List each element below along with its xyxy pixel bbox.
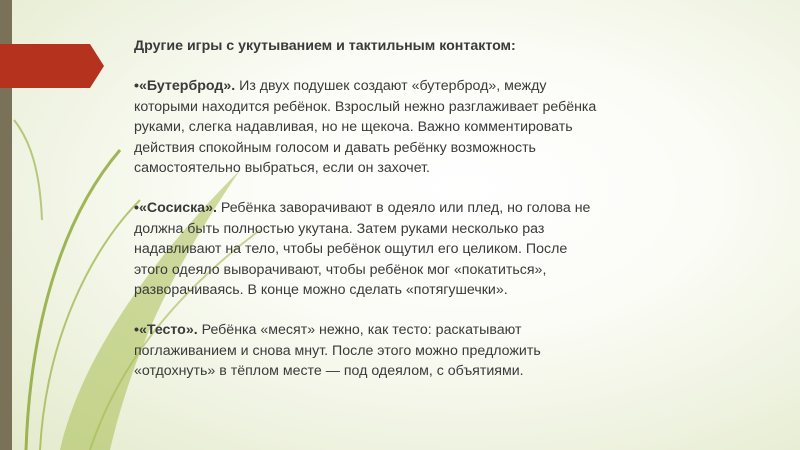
paragraph-buterbrod [134, 76, 604, 178]
leaf-curve-5 [14, 120, 42, 220]
paragraph-sosiska [134, 198, 604, 300]
paragraph-text: Ребёнка заворачивают в одеяло или плед, но голова не должна быть полностью укутана. Затем руками несколько раз надавливают на тело, чтобы ребёнок ощутил его целиком. После этого одеяло выворачивают, чтобы ребёнок мог «покатиться», разворачиваясь. В конце можно сделать «потягушечки». [134, 200, 591, 299]
slide-content [134, 36, 604, 402]
paragraph-testo [134, 320, 604, 381]
paragraph-title: «Бутерброд». [138, 78, 236, 95]
paragraph-text: Из двух подушек создают «бутерброд», между которыми находится ребёнок. Взрослый нежно разглаживает ребёнка руками, слегка надавливая, но не щекоча. Важно комментировать действия спокойным голосом и давать ребёнку возможность самостоятельно выбраться, если он захочет. [134, 78, 597, 177]
bullet: • [134, 200, 139, 217]
red-accent-tab [0, 44, 104, 88]
bullet: • [134, 78, 139, 95]
slide-heading: Другие игры с укутыванием и тактильным контактом: [134, 38, 516, 54]
paragraph-title: «Тесто». [138, 322, 198, 339]
bullet: • [134, 322, 139, 339]
paragraph-text: Ребёнка «месят» нежно, как тесто: раскатывают поглаживанием и снова мнут. После этого можно предложить «отдохнуть» в тёплом месте — под одеялом, с объятиями. [134, 322, 541, 380]
paragraph-title: «Сосиска». [138, 200, 217, 217]
